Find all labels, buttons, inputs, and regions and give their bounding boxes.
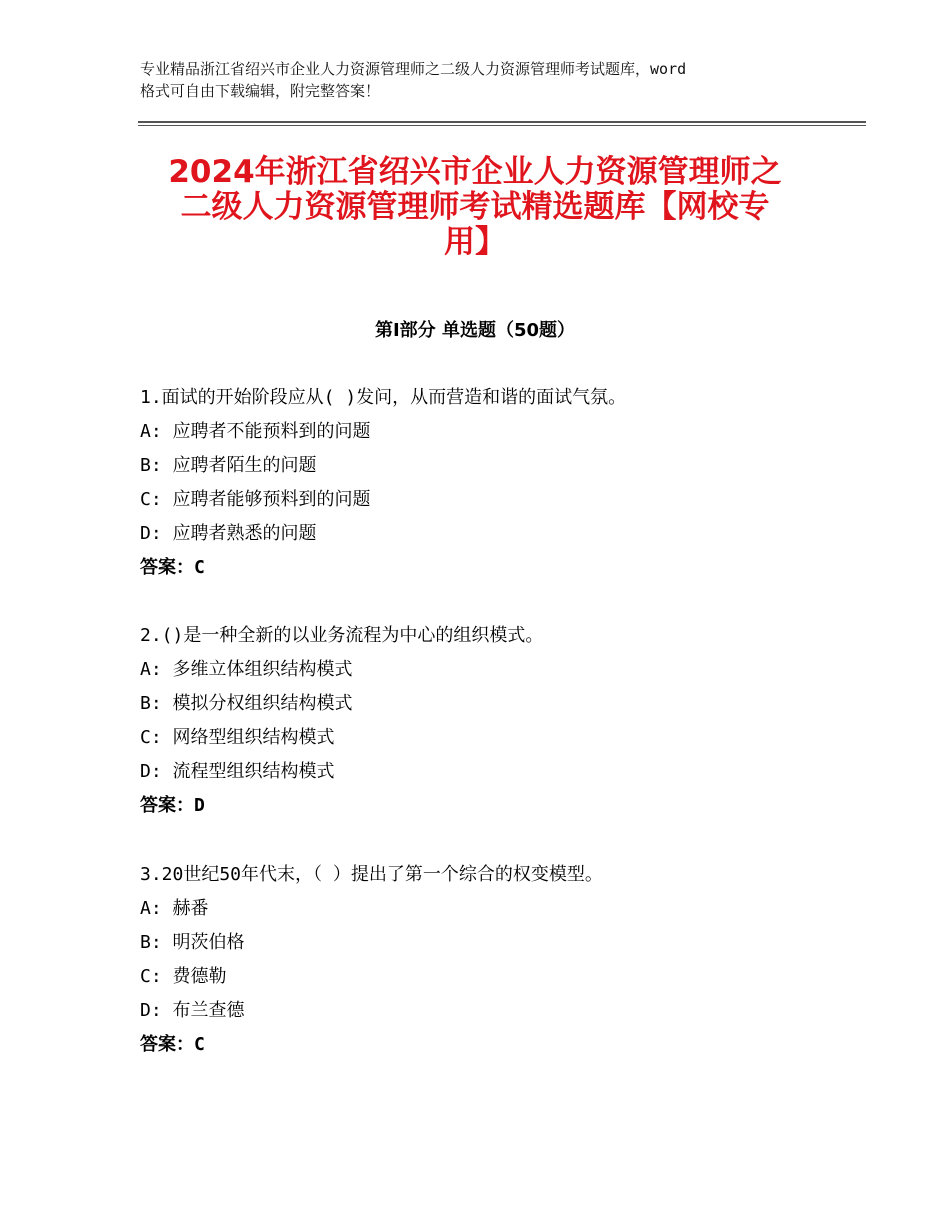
option-a: A: 多维立体组织结构模式 (140, 659, 353, 680)
option-d: D: 流程型组织结构模式 (140, 761, 335, 782)
option-a: A: 赫番 (140, 898, 209, 919)
answer-value: C (194, 1034, 205, 1055)
answer-line (140, 1031, 840, 1065)
header-note (140, 58, 830, 102)
section-heading: 第Ⅰ部分 单选题（50题） (374, 320, 575, 341)
header-note-line: 专业精品浙江省绍兴市企业人力资源管理师之二级人力资源管理师考试题库，word (140, 60, 687, 78)
answer-value: D (194, 795, 205, 816)
question-block (140, 622, 840, 826)
option-c: C: 网络型组织结构模式 (140, 727, 335, 748)
header-divider (138, 121, 866, 123)
title-line: 2024年浙江省绍兴市企业人力资源管理师之 (168, 154, 782, 190)
title-line: 二级人力资源管理师考试精选题库【网校专 (180, 189, 770, 225)
question-block (140, 861, 840, 1065)
answer-value: C (194, 557, 205, 578)
option-b: B: 应聘者陌生的问题 (140, 455, 317, 476)
option-d: D: 布兰查德 (140, 1000, 245, 1021)
header-note-line: 格式可自由下载编辑，附完整答案！ (140, 82, 381, 100)
answer-label: 答案： (140, 1034, 194, 1055)
question-block (140, 384, 840, 588)
option-b: B: 明茨伯格 (140, 932, 245, 953)
answer-label: 答案： (140, 557, 194, 578)
option-c: C: 应聘者能够预料到的问题 (140, 489, 371, 510)
header-divider (138, 125, 866, 126)
title-line: 用】 (444, 224, 506, 260)
answer-label: 答案： (140, 795, 194, 816)
answer-line (140, 792, 840, 826)
option-b: B: 模拟分权组织结构模式 (140, 693, 353, 714)
question-stem: 2.()是一种全新的以业务流程为中心的组织模式。 (140, 625, 544, 646)
option-c: C: 费德勒 (140, 966, 227, 987)
option-a: A: 应聘者不能预料到的问题 (140, 421, 371, 442)
question-stem: 1.面试的开始阶段应从( )发问，从而营造和谐的面试气氛。 (140, 387, 627, 408)
answer-line (140, 554, 840, 588)
option-d: D: 应聘者熟悉的问题 (140, 523, 317, 544)
document-title (130, 155, 820, 260)
question-stem: 3.20世纪50年代末，（ ）提出了第一个综合的权变模型。 (140, 864, 603, 885)
